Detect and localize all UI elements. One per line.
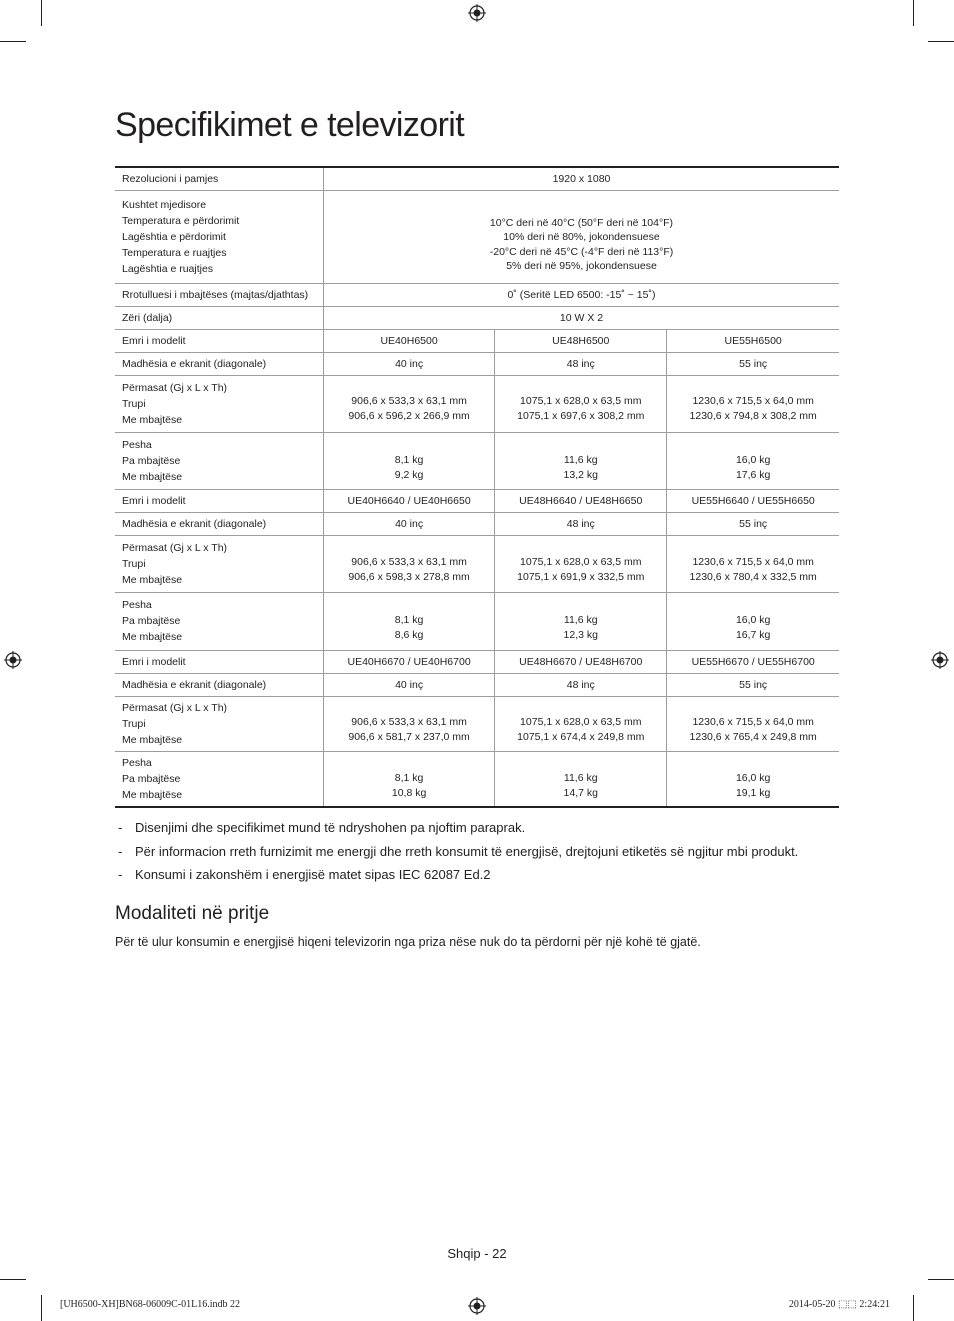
weight [495,432,667,489]
weight-with-stand: 16,7 kg [735,629,771,641]
row-label: Madhësia e ekranit (diagonale) [115,512,324,535]
dimensions [667,535,839,592]
table-row [115,673,839,696]
note-text: Disenjimi dhe specifikimet mund të ndryshohen pa njoftim paraprak. [135,820,526,835]
dim-body: 1075,1 x 628,0 x 63,5 mm [520,715,642,728]
label-line: Kushtet mjedisore [122,198,207,211]
crop-mark [913,1295,914,1321]
table-row [115,432,839,489]
weight [324,432,495,489]
screen-size: 48 inç [495,673,667,696]
label-line: Trupi [122,557,146,570]
weight [495,751,667,807]
weight-with-stand: 8,6 kg [394,629,424,641]
table-row [115,190,839,283]
label-line: Pa mbajtëse [122,615,181,627]
label-line: Me mbajtëse [122,413,183,426]
weight-with-stand: 14,7 kg [563,786,598,799]
dimensions [495,696,667,751]
value-line: 10°C deri në 40°C (50°F deri në 104°F) [489,216,674,229]
label-line: Me mbajtëse [122,573,183,586]
table-row [115,329,839,352]
table-row [115,167,839,190]
weight-no-stand: 16,0 kg [735,614,771,626]
screen-size: 48 inç [495,352,667,375]
value-line: 10% deri në 80%, jokondensuese [503,231,660,243]
footer-file: [UH6500-XH]BN68-06009C-01L16.indb 22 [60,1299,240,1310]
weight-no-stand: 11,6 kg [563,453,598,466]
label-line: Pesha [122,438,152,451]
dim-body: 1075,1 x 628,0 x 63,5 mm [520,555,642,568]
registration-mark-icon [931,651,949,669]
screen-size: 40 inç [324,352,495,375]
label-line: Trupi [122,717,146,730]
table-row [115,751,839,807]
row-value: 1920 x 1080 [324,167,840,190]
label-line: Temperatura e përdorimit [122,214,240,227]
dim-body: 906,6 x 533,3 x 63,1 mm [351,715,467,728]
dim-body: 906,6 x 533,3 x 63,1 mm [351,394,467,407]
dim-stand: 906,6 x 581,7 x 237,0 mm [348,730,470,743]
weight-with-stand: 12,3 kg [563,629,598,641]
dim-body: 1230,6 x 715,5 x 64,0 mm [692,555,814,568]
spec-table [115,166,839,808]
row-label: Emri i modelit [115,650,324,673]
row-label: Emri i modelit [115,329,324,352]
label-line: Lagështia e ruajtjes [122,262,214,275]
screen-size: 55 inç [667,673,839,696]
value-line: 5% deri në 95%, jokondensuese [506,260,657,272]
table-row [115,535,839,592]
screen-size: 48 inç [495,512,667,535]
label-line: Përmasat (Gj x L x Th) [122,381,228,394]
label-line: Me mbajtëse [122,631,183,643]
registration-mark-icon [468,4,486,22]
label-line: Me mbajtëse [122,788,183,801]
label-line: Temperatura e ruajtjes [122,246,227,259]
table-row [115,489,839,512]
model-name: UE48H6640 / UE48H6650 [495,489,667,512]
weight-no-stand: 8,1 kg [394,771,424,784]
dim-body: 1075,1 x 628,0 x 63,5 mm [520,394,642,407]
weight-no-stand: 11,6 kg [563,771,598,784]
crop-mark [41,1295,42,1321]
crop-mark [928,1279,954,1280]
weight-with-stand: 10,8 kg [391,786,427,799]
label-line: Me mbajtëse [122,470,183,483]
dim-stand: 1230,6 x 780,4 x 332,5 mm [689,570,817,583]
label-line: Trupi [122,397,146,410]
model-name: UE48H6670 / UE48H6700 [495,650,667,673]
model-name: UE40H6500 [324,329,495,352]
section-heading: Modaliteti në pritje [115,903,270,924]
row-label [115,375,324,432]
dimensions [495,375,667,432]
note-item: - Konsumi i zakonshëm i energjisë matet sipas IEC 62087 Ed.2 [118,867,491,882]
weight-no-stand: 8,1 kg [394,614,424,626]
dim-body: 906,6 x 533,3 x 63,1 mm [351,555,467,568]
table-row [115,512,839,535]
row-label: Rezolucioni i pamjes [115,167,324,190]
row-label: Rrotulluesi i mbajtëses (majtas/djathtas) [115,283,324,306]
weight-no-stand: 16,0 kg [735,771,771,784]
note-text: Konsumi i zakonshëm i energjisë matet sipas IEC 62087 Ed.2 [135,867,491,882]
dim-body: 1230,6 x 715,5 x 64,0 mm [692,715,814,728]
table-row [115,375,839,432]
row-label: Emri i modelit [115,489,324,512]
model-name: UE40H6640 / UE40H6650 [324,489,495,512]
dim-stand: 1230,6 x 765,4 x 249,8 mm [689,730,817,743]
dimensions [324,696,495,751]
table-row [115,592,839,650]
row-label: Madhësia e ekranit (diagonale) [115,352,324,375]
weight [667,751,839,807]
label-line: Pa mbajtëse [122,454,181,467]
weight-no-stand: 11,6 kg [563,614,598,626]
weight [495,592,667,650]
row-label [115,592,324,650]
note-item: - Për informacion rreth furnizimit me energji dhe rreth konsumit të energjisë, drejtojuni etiketës së ngjitur mbi produkt. [118,843,799,859]
dim-stand: 1075,1 x 697,6 x 308,2 mm [517,409,645,422]
model-name: UE55H6500 [667,329,839,352]
weight-with-stand: 13,2 kg [563,468,598,481]
note-item: - Disenjimi dhe specifikimet mund të ndryshohen pa njoftim paraprak. [118,820,526,835]
footer-datetime: 2014-05-20 ⬚⬚ 2:24:21 [788,1299,890,1310]
dim-stand: 906,6 x 598,3 x 278,8 mm [348,570,470,583]
dimensions [667,375,839,432]
label-line: Me mbajtëse [122,733,183,746]
crop-mark [0,41,26,42]
dimensions [495,535,667,592]
screen-size: 40 inç [324,673,495,696]
weight-with-stand: 17,6 kg [735,468,771,481]
label-line: Përmasat (Gj x L x Th) [122,701,228,714]
label-line: Pa mbajtëse [122,772,181,785]
page-number: Shqip - 22 [447,1246,507,1261]
row-label [115,535,324,592]
row-value: 10 W X 2 [324,306,840,329]
dim-stand: 906,6 x 596,2 x 266,9 mm [348,409,470,422]
screen-size: 55 inç [667,352,839,375]
dim-stand: 1230,6 x 794,8 x 308,2 mm [689,409,817,422]
dim-body: 1230,6 x 715,5 x 64,0 mm [692,394,814,407]
model-name: UE48H6500 [495,329,667,352]
row-value [324,190,840,283]
weight [667,592,839,650]
crop-mark [928,41,954,42]
weight-no-stand: 8,1 kg [394,453,424,466]
note-text: Për informacion rreth furnizimit me energji dhe rreth konsumit të energjisë, drejtojuni etiketës së ngjitur mbi produkt. [135,843,799,859]
dimensions [324,375,495,432]
section-paragraph: Për të ulur konsumin e energjisë hiqeni televizorin nga priza nëse nuk do ta përdorni për një kohë të gjatë. [115,935,701,949]
table-row [115,650,839,673]
registration-mark-icon [4,651,22,669]
screen-size: 40 inç [324,512,495,535]
label-line: Pesha [122,756,152,769]
weight [667,432,839,489]
dimensions [324,535,495,592]
table-row [115,696,839,751]
row-label [115,432,324,489]
label-line: Përmasat (Gj x L x Th) [122,541,228,554]
weight-with-stand: 9,2 kg [394,468,424,481]
screen-size: 55 inç [667,512,839,535]
notes-list [118,819,798,890]
row-label: Madhësia e ekranit (diagonale) [115,673,324,696]
dimensions [667,696,839,751]
dim-stand: 1075,1 x 674,4 x 249,8 mm [517,730,645,743]
table-row [115,352,839,375]
registration-mark-icon [468,1297,486,1315]
crop-mark [41,0,42,26]
table-row [115,306,839,329]
model-name: UE40H6670 / UE40H6700 [324,650,495,673]
table-row [115,283,839,306]
label-line: Lagështia e përdorimit [122,230,226,243]
model-name: UE55H6670 / UE55H6700 [667,650,839,673]
weight-with-stand: 19,1 kg [735,786,771,799]
row-label [115,190,324,283]
row-value: 0˚ (Seritë LED 6500: -15˚ ~ 15˚) [324,283,840,306]
model-name: UE55H6640 / UE55H6650 [667,489,839,512]
row-label [115,751,324,807]
dim-stand: 1075,1 x 691,9 x 332,5 mm [517,570,645,583]
weight [324,751,495,807]
crop-mark [913,0,914,26]
row-label [115,696,324,751]
value-line: -20°C deri në 45°C (-4°F deri në 113°F) [489,245,674,258]
row-label: Zëri (dalja) [115,306,324,329]
crop-mark [0,1279,26,1280]
label-line: Pesha [122,599,152,611]
weight [324,592,495,650]
weight-no-stand: 16,0 kg [735,453,771,466]
page-title: Specifikimet e televizorit [115,106,465,144]
